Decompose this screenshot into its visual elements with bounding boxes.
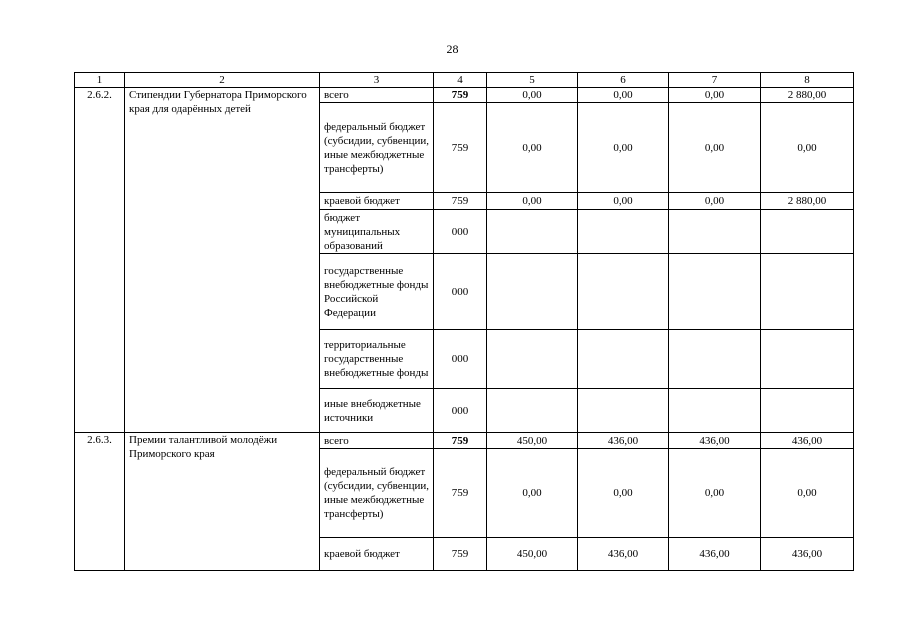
code-cell: 000: [434, 389, 487, 433]
value-cell: [669, 330, 761, 389]
value-cell: 0,00: [578, 88, 669, 103]
value-cell: [761, 210, 854, 254]
value-cell: 0,00: [578, 449, 669, 538]
funding-source: территориальные государственные внебюджетные фонды: [320, 330, 434, 389]
funding-source: краевой бюджет: [320, 538, 434, 571]
value-cell: 436,00: [669, 538, 761, 571]
page-number: 28: [446, 42, 459, 56]
funding-source: федеральный бюджет (субсидии, субвенции, иные межбюджетные трансферты): [320, 103, 434, 193]
code-cell: 759: [434, 538, 487, 571]
value-cell: [669, 210, 761, 254]
value-cell: 0,00: [669, 193, 761, 210]
value-cell: [761, 254, 854, 330]
header-cell: 4: [434, 73, 487, 88]
header-cell: 3: [320, 73, 434, 88]
section-title: Стипендии Губернатора Приморского края для одарённых детей: [125, 88, 320, 433]
funding-source: бюджет муниципальных образований: [320, 210, 434, 254]
value-cell: [578, 389, 669, 433]
code-cell: 759: [434, 193, 487, 210]
value-cell: [578, 330, 669, 389]
value-cell: 0,00: [669, 88, 761, 103]
funding-source: федеральный бюджет (субсидии, субвенции, иные межбюджетные трансферты): [320, 449, 434, 538]
section-code: 2.6.2.: [75, 88, 125, 433]
value-cell: 0,00: [669, 103, 761, 193]
funding-source: государственные внебюджетные фонды Российской Федерации: [320, 254, 434, 330]
code-cell: 759: [434, 449, 487, 538]
value-cell: 0,00: [578, 193, 669, 210]
value-cell: 450,00: [487, 538, 578, 571]
value-cell: 436,00: [578, 433, 669, 449]
code-cell: 759: [434, 88, 487, 103]
value-cell: [578, 254, 669, 330]
value-cell: [761, 330, 854, 389]
table-row: [75, 433, 854, 449]
section-title: Премии талантливой молодёжи Приморского края: [125, 433, 320, 571]
code-cell: 759: [434, 433, 487, 449]
table-row: [75, 88, 854, 103]
value-cell: [487, 210, 578, 254]
value-cell: 0,00: [487, 103, 578, 193]
value-cell: 0,00: [487, 88, 578, 103]
value-cell: [487, 330, 578, 389]
code-cell: 000: [434, 254, 487, 330]
value-cell: [487, 254, 578, 330]
funding-source: иные внебюджетные источники: [320, 389, 434, 433]
value-cell: [578, 210, 669, 254]
header-cell: 8: [761, 73, 854, 88]
funding-source: краевой бюджет: [320, 193, 434, 210]
value-cell: 0,00: [578, 103, 669, 193]
value-cell: [487, 389, 578, 433]
header-cell: 2: [125, 73, 320, 88]
header-row: [75, 73, 854, 88]
code-cell: 000: [434, 330, 487, 389]
value-cell: 2 880,00: [761, 88, 854, 103]
value-cell: 436,00: [761, 538, 854, 571]
code-cell: 000: [434, 210, 487, 254]
value-cell: [761, 389, 854, 433]
header-cell: 6: [578, 73, 669, 88]
funding-source: всего: [320, 433, 434, 449]
value-cell: [669, 254, 761, 330]
section-code: 2.6.3.: [75, 433, 125, 571]
value-cell: 436,00: [669, 433, 761, 449]
budget-table: [74, 72, 854, 571]
code-cell: 759: [434, 103, 487, 193]
value-cell: 0,00: [761, 449, 854, 538]
value-cell: 0,00: [487, 449, 578, 538]
value-cell: [669, 389, 761, 433]
value-cell: 436,00: [761, 433, 854, 449]
value-cell: 0,00: [761, 103, 854, 193]
value-cell: 2 880,00: [761, 193, 854, 210]
value-cell: 0,00: [669, 449, 761, 538]
header-cell: 5: [487, 73, 578, 88]
value-cell: 436,00: [578, 538, 669, 571]
value-cell: 0,00: [487, 193, 578, 210]
funding-source: всего: [320, 88, 434, 103]
header-cell: 7: [669, 73, 761, 88]
header-cell: 1: [75, 73, 125, 88]
value-cell: 450,00: [487, 433, 578, 449]
